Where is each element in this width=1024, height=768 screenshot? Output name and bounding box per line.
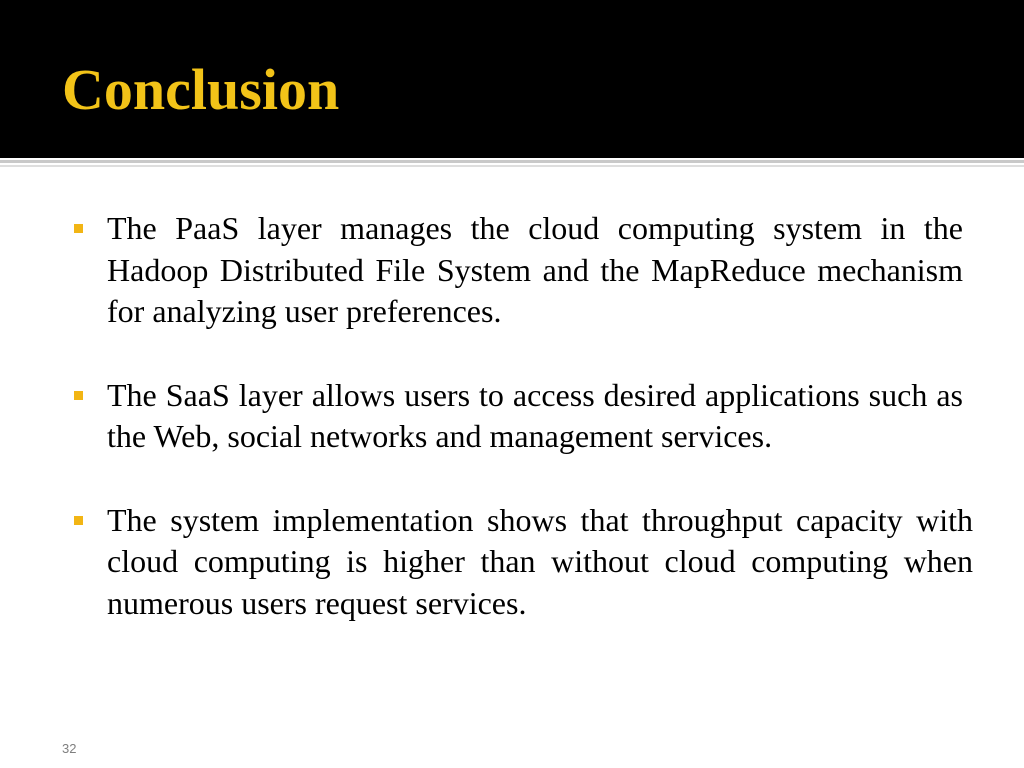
bullet-item-implementation bbox=[0, 500, 1024, 625]
title-divider-line bbox=[0, 160, 1024, 163]
bullet-list bbox=[0, 208, 1024, 666]
title-divider-line-secondary bbox=[0, 165, 1024, 167]
square-bullet-icon bbox=[74, 516, 83, 525]
bullet-text: The PaaS layer manages the cloud computing system in the Hadoop Distributed File System and the MapReduce mechanism for analyzing user preferences. bbox=[107, 210, 963, 329]
bullet-text: The system implementation shows that throughput capacity with cloud computing is higher than without cloud computing when numerous users request services. bbox=[107, 501, 973, 621]
bullet-item-paas bbox=[0, 208, 1024, 333]
slide-title: Conclusion bbox=[62, 57, 340, 122]
title-bar bbox=[0, 0, 1024, 158]
bullet-item-saas bbox=[0, 375, 1024, 458]
bullet-text: The SaaS layer allows users to access desired applications such as the Web, social networks and management services. bbox=[107, 376, 963, 454]
square-bullet-icon bbox=[74, 224, 83, 233]
square-bullet-icon bbox=[74, 391, 83, 400]
page-number: 32 bbox=[62, 741, 77, 756]
